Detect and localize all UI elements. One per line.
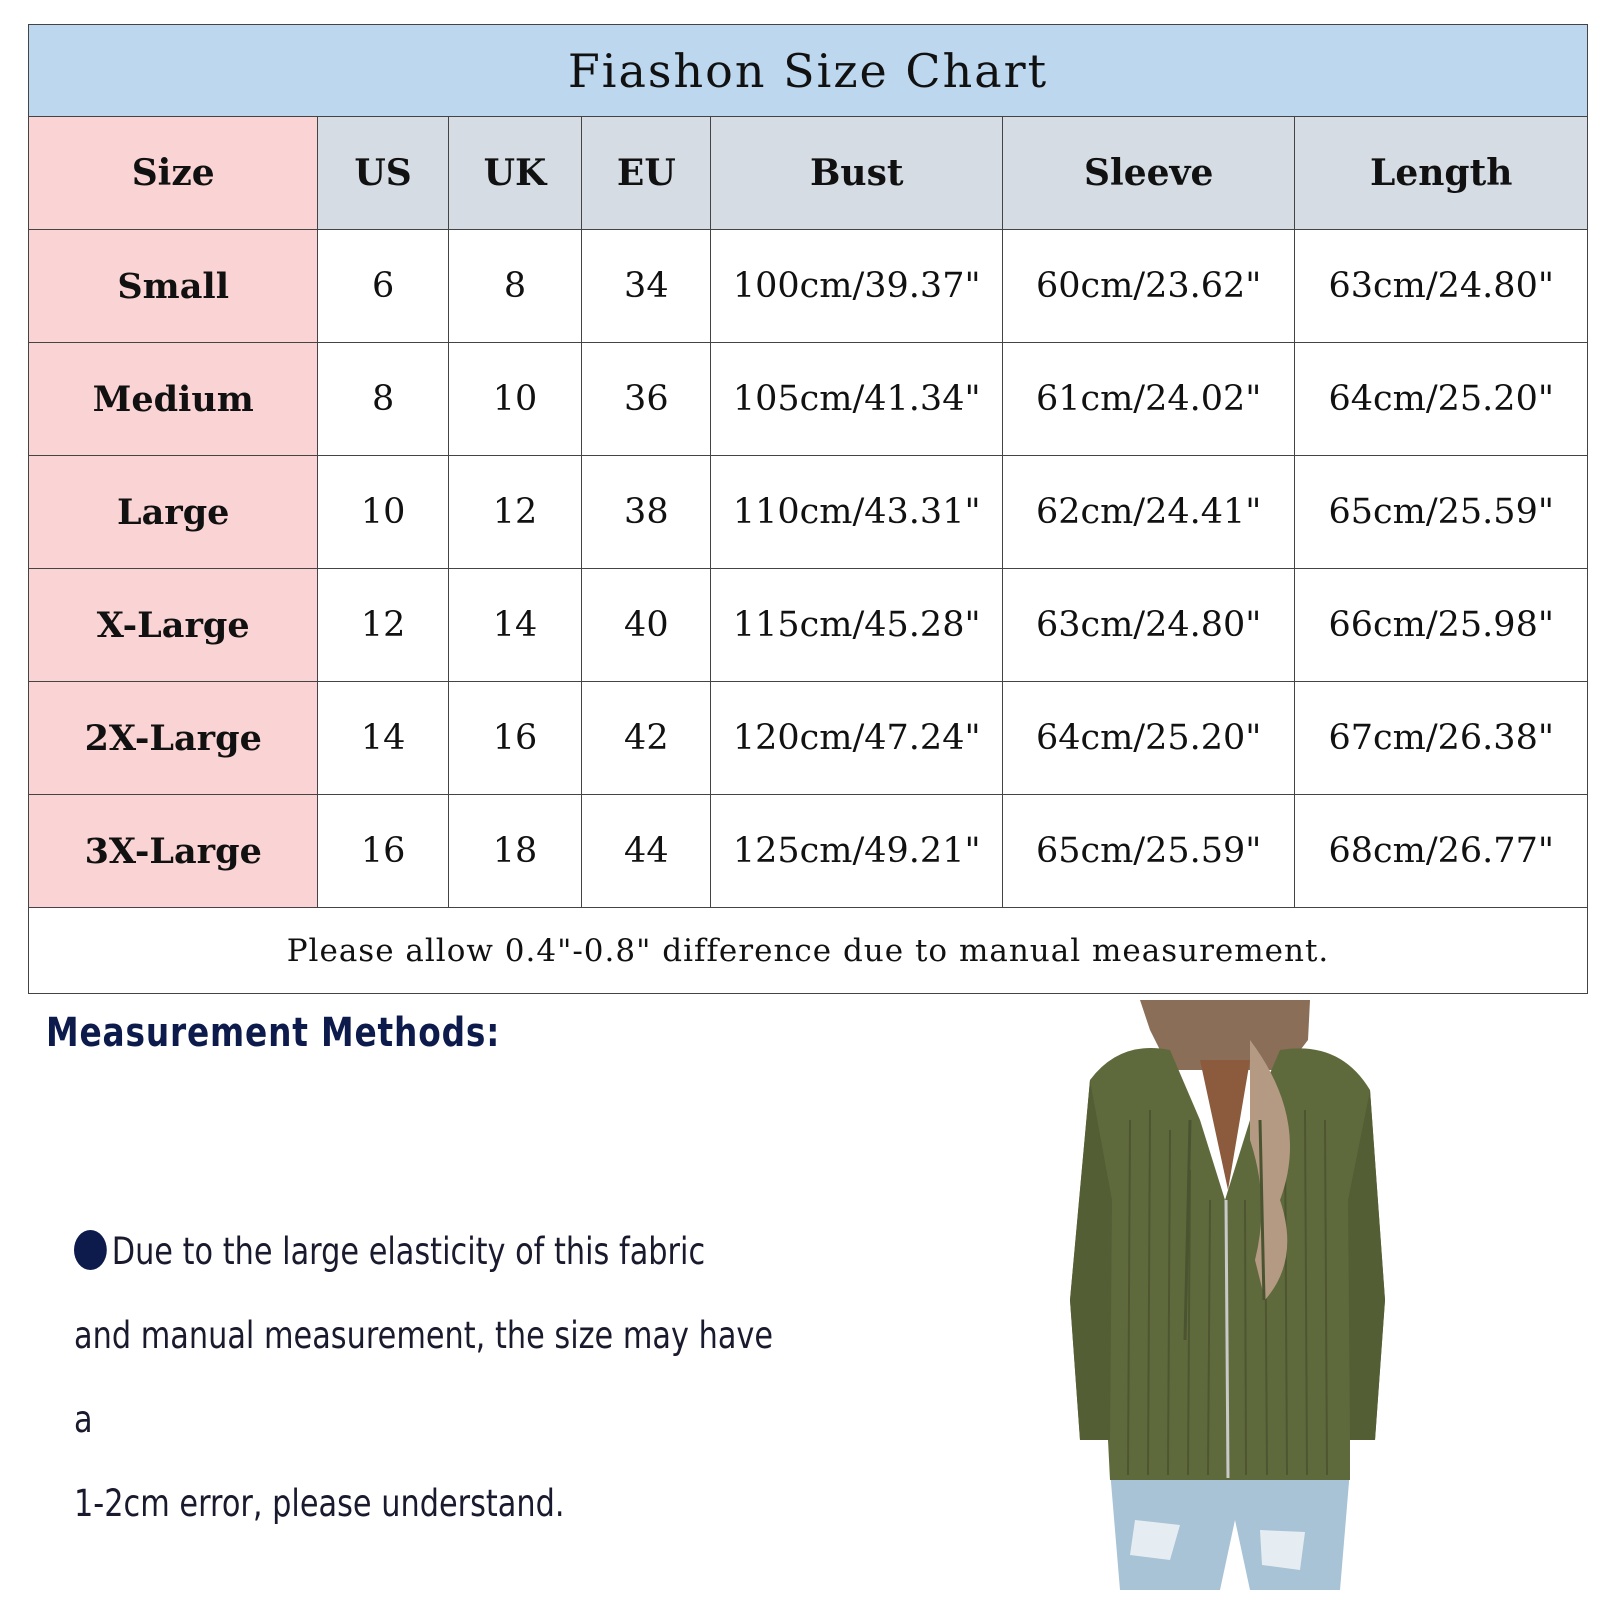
- size-cell: 3X-Large: [29, 795, 318, 908]
- table-cell: 12: [318, 569, 448, 682]
- table-cell: 42: [582, 682, 711, 795]
- table-cell: 16: [448, 682, 581, 795]
- table-cell: 36: [582, 343, 711, 456]
- table-cell: 38: [582, 456, 711, 569]
- table-row: [29, 569, 1588, 682]
- table-row: [29, 343, 1588, 456]
- table-cell: 61cm/24.02": [1002, 343, 1295, 456]
- table-cell: 10: [318, 456, 448, 569]
- table-cell: 8: [448, 230, 581, 343]
- table-cell: 115cm/45.28": [711, 569, 1002, 682]
- size-cell: Medium: [29, 343, 318, 456]
- size-cell: 2X-Large: [29, 682, 318, 795]
- bullet-icon: [74, 1230, 107, 1270]
- table-cell: 18: [448, 795, 581, 908]
- table-cell: 34: [582, 230, 711, 343]
- chart-title: Fiashon Size Chart: [29, 25, 1588, 117]
- methods-line-1: Due to the large elasticity of this fabric: [74, 1210, 796, 1294]
- table-row: [29, 795, 1588, 908]
- table-cell: 62cm/24.41": [1002, 456, 1295, 569]
- table-cell: 66cm/25.98": [1295, 569, 1588, 682]
- size-cell: X-Large: [29, 569, 318, 682]
- header-us: US: [318, 117, 448, 230]
- header-bust: Bust: [711, 117, 1002, 230]
- table-cell: 100cm/39.37": [711, 230, 1002, 343]
- table-cell: 125cm/49.21": [711, 795, 1002, 908]
- table-cell: 64cm/25.20": [1295, 343, 1588, 456]
- methods-title: Measurement Methods:: [46, 1010, 501, 1056]
- model-photo: [1050, 1000, 1400, 1590]
- header-size: Size: [29, 117, 318, 230]
- table-cell: 63cm/24.80": [1295, 230, 1588, 343]
- methods-text: [74, 1210, 796, 1546]
- table-row: [29, 682, 1588, 795]
- measurement-note: Please allow 0.4"-0.8" difference due to manual measurement.: [29, 908, 1588, 994]
- table-cell: 64cm/25.20": [1002, 682, 1295, 795]
- table-cell: 65cm/25.59": [1295, 456, 1588, 569]
- methods-line-2: and manual measurement, the size may have a: [74, 1314, 774, 1441]
- size-chart-table: [28, 24, 1588, 994]
- size-cell: Small: [29, 230, 318, 343]
- table-cell: 44: [582, 795, 711, 908]
- header-uk: UK: [448, 117, 581, 230]
- table-cell: 6: [318, 230, 448, 343]
- table-cell: 67cm/26.38": [1295, 682, 1588, 795]
- table-cell: 16: [318, 795, 448, 908]
- table-cell: 60cm/23.62": [1002, 230, 1295, 343]
- header-eu: EU: [582, 117, 711, 230]
- table-cell: 40: [582, 569, 711, 682]
- header-row: [29, 117, 1588, 230]
- table-cell: 14: [448, 569, 581, 682]
- table-cell: 12: [448, 456, 581, 569]
- table-cell: 63cm/24.80": [1002, 569, 1295, 682]
- header-length: Length: [1295, 117, 1588, 230]
- table-cell: 8: [318, 343, 448, 456]
- methods-line-3: 1-2cm error, please understand.: [74, 1482, 565, 1525]
- table-cell: 68cm/26.77": [1295, 795, 1588, 908]
- table-row: [29, 230, 1588, 343]
- table-cell: 120cm/47.24": [711, 682, 1002, 795]
- table-row: [29, 456, 1588, 569]
- table-cell: 10: [448, 343, 581, 456]
- table-cell: 65cm/25.59": [1002, 795, 1295, 908]
- size-cell: Large: [29, 456, 318, 569]
- table-cell: 14: [318, 682, 448, 795]
- header-sleeve: Sleeve: [1002, 117, 1295, 230]
- table-cell: 105cm/41.34": [711, 343, 1002, 456]
- table-cell: 110cm/43.31": [711, 456, 1002, 569]
- chart-body: [29, 230, 1588, 908]
